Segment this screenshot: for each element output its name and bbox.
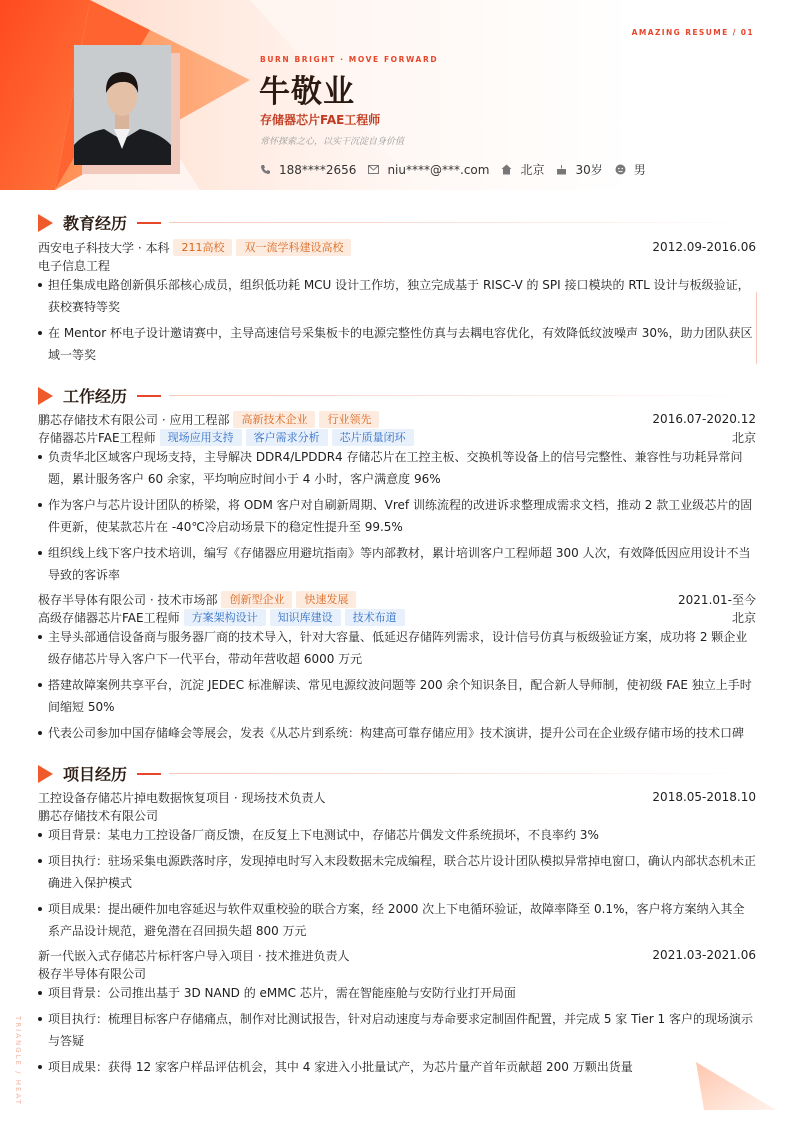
job-bullet: 搭建故障案例共享平台，沉淀 JEDEC 标准解读、常见电源纹波问题等 200 余个知识条目，配合新人导师制，使初级 FAE 独立上手时间缩短 50%: [38, 674, 756, 718]
role-tag: 技术布道: [345, 609, 405, 626]
company-tag: 快速发展: [296, 591, 356, 608]
project-header: [38, 788, 756, 806]
gender-icon: [615, 164, 626, 175]
job-period: 2016.07-2020.12: [652, 412, 756, 426]
profile-photo: [74, 45, 180, 175]
job-role-row: [38, 428, 756, 446]
corner-triangle-decoration: [694, 1062, 784, 1112]
project-org: 极存半导体有限公司: [38, 966, 147, 981]
phone-text: 188****2656: [279, 162, 357, 177]
role-tag: 现场应用支持: [160, 429, 242, 446]
section-rule: [169, 395, 756, 396]
job-header: [38, 410, 756, 428]
education-bullet: 在 Mentor 杯电子设计邀请赛中，主导高速信号采集板卡的电源完整性仿真与去耦电容优化，有效降低纹波噪声 30%，助力团队获区域一等奖: [38, 322, 756, 366]
project-period: 2021.03-2021.06: [652, 948, 756, 962]
job-city: 北京: [731, 610, 756, 625]
education-period: 2012.09-2016.06: [652, 240, 756, 254]
contact-age: [556, 161, 602, 178]
contact-phone: [260, 163, 356, 177]
section-education: [38, 211, 756, 234]
job-role: 存储器芯片FAE工程师: [38, 430, 156, 445]
job-bullet: 组织线上线下客户技术培训，编写《存储器应用避坑指南》等内部教材，累计培训客户工程师超 300 人次，有效降低因应用设计不当导致的客诉率: [38, 542, 756, 586]
section-dash: [137, 222, 161, 224]
project-name: 工控设备存储芯片掉电数据恢复项目 · 现场技术负责人: [38, 790, 326, 805]
job-bullet: 作为客户与芯片设计团队的桥梁，将 ODM 客户对自刷新周期、Vref 训练流程的改进诉求整理成需求文档，推动 2 款工业级芯片的固件更新，使某款芯片在 -40℃冷启动场景下的稳定性提升至 99.5%: [38, 494, 756, 538]
company-tag: 高新技术企业: [233, 411, 315, 428]
project-header: [38, 946, 756, 964]
project-bullet: 项目成果：获得 12 家客户样品评估机会，其中 4 家进入小批量试产，为芯片量产首年贡献超 200 万颗出货量: [38, 1056, 756, 1078]
project-bullet: 项目执行：梳理目标客户存储痛点，制作对比测试报告，针对启动速度与寿命要求定制固件配置，并完成 5 家 Tier 1 客户的现场演示与答疑: [38, 1008, 756, 1052]
project-org-row: [38, 964, 756, 982]
project-bullet: 项目背景：公司推出基于 3D NAND 的 eMMC 芯片，需在智能座舱与安防行业打开局面: [38, 982, 756, 1004]
side-vertical-text: TRIANGLE / HEAT: [14, 1016, 22, 1106]
section-dash: [137, 395, 161, 397]
job-bullet: 代表公司参加中国存储峰会等展会，发表《从芯片到系统：构建高可靠存储应用》技术演讲，提升公司在企业级存储市场的技术口碑: [38, 722, 756, 744]
job-title: 存储器芯片FAE工程师: [260, 113, 381, 127]
project-org-row: [38, 806, 756, 824]
role-tag: 芯片质量闭环: [332, 429, 414, 446]
company-name: 鹏芯存储技术有限公司 · 应用工程部: [38, 412, 230, 427]
section-triangle-icon: [38, 765, 53, 783]
job-role-row: [38, 608, 756, 626]
side-rule: [756, 292, 757, 364]
job-header: [38, 590, 756, 608]
company-tag: 创新型企业: [221, 591, 292, 608]
email-text: niu****@***.com: [387, 162, 490, 177]
avatar: [74, 45, 171, 165]
section-rule: [169, 222, 756, 223]
section-title: 教育经历: [63, 214, 128, 233]
contact-gender: [615, 161, 646, 178]
cake-icon: [556, 164, 567, 175]
project-org: 鹏芯存储技术有限公司: [38, 808, 159, 823]
phone-icon: [260, 164, 271, 175]
school-tag: 双一流学科建设高校: [236, 239, 351, 256]
project-period: 2018.05-2018.10: [652, 790, 756, 804]
section-dash: [137, 773, 161, 775]
gender-text: 男: [633, 163, 646, 177]
project-bullet: 项目执行：驻场采集电源跌落时序，发现掉电时写入末段数据未完成编程，联合芯片设计团队模拟异常掉电窗口，确认内部状态机未正确进入保护模式: [38, 850, 756, 894]
city-text: 北京: [520, 163, 545, 177]
job-period: 2021.01-至今: [678, 592, 756, 607]
home-icon: [501, 164, 512, 175]
section-triangle-icon: [38, 214, 53, 232]
contact-email: [368, 163, 489, 177]
project-bullet: 项目背景：某电力工控设备厂商反馈，在反复上下电测试中，存储芯片偶发文件系统损坏，不良率约 3%: [38, 824, 756, 846]
mail-icon: [368, 165, 379, 174]
section-title: 工作经历: [63, 387, 128, 406]
job-role: 高级存储器芯片FAE工程师: [38, 610, 180, 625]
resume-header: [0, 0, 794, 190]
section-work: [38, 384, 756, 407]
section-rule: [169, 773, 756, 774]
job-city: 北京: [731, 430, 756, 445]
role-tag: 客户需求分析: [246, 429, 328, 446]
education-major-row: [38, 256, 756, 274]
job-bullet: 负责华北区域客户现场支持，主导解决 DDR4/LPDDR4 存储芯片在工控主板、交换机等设备上的信号完整性、兼容性与功耗异常问题，累计服务客户 60 余家，平均响应时间小于 4 小时，客户满意度 96%: [38, 446, 756, 490]
project-name: 新一代嵌入式存储芯片标杆客户导入项目 · 技术推进负责人: [38, 948, 350, 963]
slogan: BURN BRIGHT · MOVE FORWARD: [260, 55, 439, 64]
project-bullet: 项目成果：提出硬件加电容延迟与软件双重校验的联合方案，经 2000 次上下电循环验证，故障率降至 0.1%，客户将方案纳入其全系产品设计规范，避免潜在召回损失超 800 万元: [38, 898, 756, 942]
role-tag: 方案架构设计: [184, 609, 266, 626]
age-text: 30岁: [575, 163, 603, 177]
top-tag: AMAZING RESUME / 01: [631, 28, 754, 37]
contact-list: [260, 161, 658, 178]
candidate-name: 牛敬业: [259, 74, 355, 110]
section-triangle-icon: [38, 387, 53, 405]
motto: 常怀探索之心，以实干沉淀自身价值: [260, 137, 405, 147]
company-name: 极存半导体有限公司 · 技术市场部: [38, 592, 218, 607]
education-header: [38, 238, 756, 256]
section-title: 项目经历: [63, 765, 128, 784]
company-tag: 行业领先: [319, 411, 379, 428]
job-bullet: 主导头部通信设备商与服务器厂商的技术导入，针对大容量、低延迟存储阵列需求，设计信号仿真与板级验证方案，成功将 2 颗企业级存储芯片导入客户下一代平台，带动年营收超 6000 万元: [38, 626, 756, 670]
major: 电子信息工程: [38, 258, 111, 273]
education-bullet: 担任集成电路创新俱乐部核心成员，组织低功耗 MCU 设计工作坊，独立完成基于 RISC-V 的 SPI 接口模块的 RTL 设计与板级验证，获校赛特等奖: [38, 274, 756, 318]
school-name: 西安电子科技大学 · 本科: [38, 240, 170, 255]
school-tag: 211高校: [173, 239, 232, 256]
contact-city: [501, 161, 544, 178]
role-tag: 知识库建设: [270, 609, 341, 626]
section-projects: [38, 762, 756, 785]
